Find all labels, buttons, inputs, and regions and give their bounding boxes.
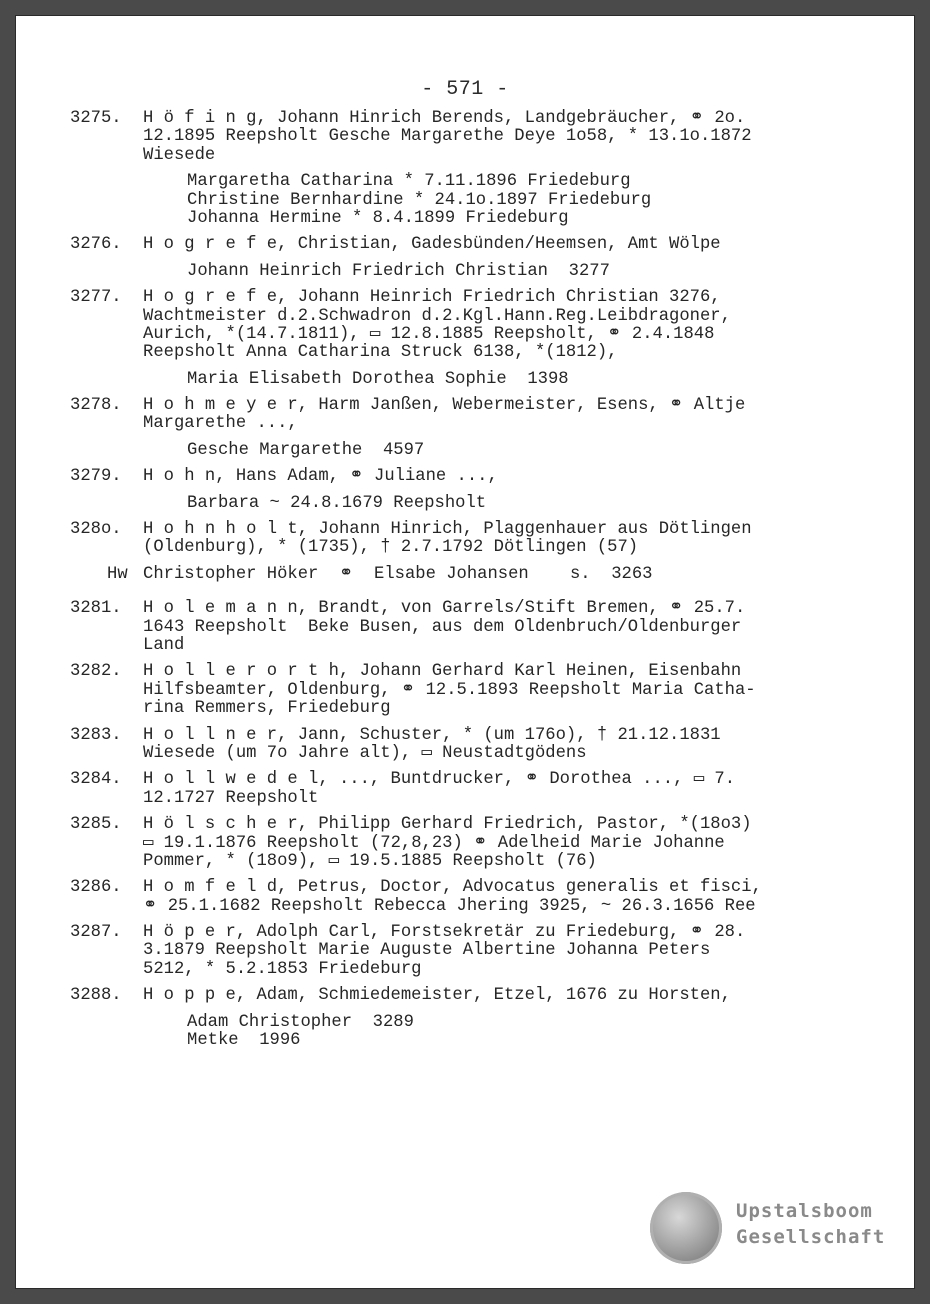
child-text: Maria Elisabeth Dorothea Sophie 1398 xyxy=(187,369,569,389)
hw-line xyxy=(16,566,914,584)
child-line xyxy=(16,1014,914,1032)
genealogy-entry xyxy=(16,879,914,916)
genealogy-entries xyxy=(16,110,914,1058)
entry-number: 3278. xyxy=(70,396,122,416)
entry-text: H o h n, Hans Adam, ⚭ Juliane ..., xyxy=(143,467,498,487)
entry-number: 3282. xyxy=(70,662,122,682)
entry-line xyxy=(16,835,914,853)
entry-text: ⚭ 25.1.1682 Reepsholt Rebecca Jhering 3925, ~ 26.3.1656 Ree xyxy=(143,896,756,916)
logo-line-2: Gesellschaft xyxy=(736,1226,886,1248)
entry-line xyxy=(16,344,914,362)
entry-line xyxy=(16,771,914,789)
child-line xyxy=(16,263,914,281)
entry-line xyxy=(16,128,914,146)
entry-line xyxy=(16,898,914,916)
entry-line xyxy=(16,397,914,415)
child-text: Johann Heinrich Friedrich Christian 3277 xyxy=(187,261,610,281)
entry-number: 3279. xyxy=(70,467,122,487)
entry-text: 1643 Reepsholt Beke Busen, aus dem Oldenbruch/Oldenburger xyxy=(143,617,742,637)
entry-line xyxy=(16,745,914,763)
entry-text: rina Remmers, Friedeburg xyxy=(143,699,391,719)
entry-number: 3276. xyxy=(70,235,122,255)
entry-line xyxy=(16,110,914,128)
child-text: Gesche Margarethe 4597 xyxy=(187,440,425,460)
genealogy-entry xyxy=(16,600,914,655)
entry-text: H ö l s c h e r, Philipp Gerhard Friedrich, Pastor, *(18o3) xyxy=(143,815,752,835)
child-line xyxy=(16,210,914,228)
entry-line xyxy=(16,663,914,681)
genealogy-entry xyxy=(16,468,914,513)
entry-text: Hilfsbeamter, Oldenburg, ⚭ 12.5.1893 Reepsholt Maria Catha- xyxy=(143,680,756,700)
hw-label: Hw xyxy=(107,564,128,584)
genealogy-entry xyxy=(16,816,914,871)
upstalsboom-logo xyxy=(650,1192,894,1264)
child-line xyxy=(16,173,914,191)
child-text: Christine Bernhardine * 24.1o.1897 Friedeburg xyxy=(187,190,652,210)
child-text: Barbara ~ 24.8.1679 Reepsholt xyxy=(187,493,487,513)
entry-line xyxy=(16,924,914,942)
entry-line xyxy=(16,700,914,718)
entry-text: H ö p e r, Adolph Carl, Forstsekretär zu Friedeburg, ⚭ 28. xyxy=(143,923,746,943)
entry-line xyxy=(16,853,914,871)
entry-line xyxy=(16,600,914,618)
child-text: Margaretha Catharina * 7.11.1896 Friedeburg xyxy=(187,172,631,192)
entry-line xyxy=(16,816,914,834)
entry-line xyxy=(16,521,914,539)
genealogy-entry xyxy=(16,663,914,718)
entry-text: 12.1895 Reepsholt Gesche Margarethe Deye 1o58, * 13.1o.1872 xyxy=(143,127,752,147)
child-line xyxy=(16,371,914,389)
child-line xyxy=(16,442,914,460)
children-list xyxy=(16,442,914,460)
document-page xyxy=(16,16,914,1288)
child-line xyxy=(16,1032,914,1050)
entry-line xyxy=(16,619,914,637)
entry-text: Wiesede xyxy=(143,145,216,165)
page-number: - 571 - xyxy=(421,78,509,101)
entry-line xyxy=(16,879,914,897)
children-list xyxy=(16,1014,914,1051)
entry-text: H o g r e f e, Christian, Gadesbünden/Heemsen, Amt Wölpe xyxy=(143,235,721,255)
hw-text: Christopher Höker ⚭ Elsabe Johansen s. 3263 xyxy=(143,564,653,584)
entry-number: 3281. xyxy=(70,599,122,619)
entry-line xyxy=(16,790,914,808)
logo-line-1: Upstalsboom xyxy=(736,1200,873,1222)
child-text: Adam Christopher 3289 xyxy=(187,1012,414,1032)
entry-text: H o h n h o l t, Johann Hinrich, Plaggenhauer aus Dötlingen xyxy=(143,520,752,540)
logo-text xyxy=(736,1198,885,1250)
entry-text: H o h m e y e r, Harm Janßen, Webermeister, Esens, ⚭ Altje xyxy=(143,396,746,416)
entry-line xyxy=(16,637,914,655)
genealogy-entry xyxy=(16,727,914,764)
entry-line xyxy=(16,468,914,486)
entry-text: H o m f e l d, Petrus, Doctor, Advocatus generalis et fisci, xyxy=(143,878,762,898)
entry-line xyxy=(16,682,914,700)
entry-line xyxy=(16,289,914,307)
entry-text: 12.1727 Reepsholt xyxy=(143,788,319,808)
entry-text: H ö f i n g, Johann Hinrich Berends, Landgebräucher, ⚭ 2o. xyxy=(143,109,746,128)
child-text: Metke 1996 xyxy=(187,1031,301,1051)
entry-number: 3277. xyxy=(70,288,122,308)
child-line xyxy=(16,495,914,513)
entry-number: 3285. xyxy=(70,815,122,835)
genealogy-entry xyxy=(16,987,914,1050)
entry-text: H o l l w e d e l, ..., Buntdrucker, ⚭ Dorothea ..., ▭ 7. xyxy=(143,770,736,790)
entry-text: Wiesede (um 7o Jahre alt), ▭ Neustadtgödens xyxy=(143,743,587,763)
entry-text: Reepsholt Anna Catharina Struck 6138, *(1812), xyxy=(143,343,618,363)
entry-number: 3275. xyxy=(70,109,122,128)
entry-text: (Oldenburg), * (1735), † 2.7.1792 Dötlingen (57) xyxy=(143,538,639,558)
entry-line xyxy=(16,415,914,433)
entry-text: Land xyxy=(143,635,185,655)
genealogy-entry xyxy=(16,110,914,228)
entry-line xyxy=(16,961,914,979)
entry-line xyxy=(16,308,914,326)
entry-text: H o l e m a n n, Brandt, von Garrels/Stift Bremen, ⚭ 25.7. xyxy=(143,599,746,619)
entry-line xyxy=(16,326,914,344)
genealogy-entry xyxy=(16,771,914,808)
entry-line xyxy=(16,727,914,745)
seal-icon xyxy=(650,1192,722,1264)
children-list xyxy=(16,495,914,513)
entry-line xyxy=(16,147,914,165)
entry-number: 328o. xyxy=(70,520,122,540)
entry-text: 5212, * 5.2.1853 Friedeburg xyxy=(143,959,422,979)
child-text: Johanna Hermine * 8.4.1899 Friedeburg xyxy=(187,208,569,228)
genealogy-entry xyxy=(16,236,914,281)
children-list xyxy=(16,371,914,389)
children-list xyxy=(16,263,914,281)
entry-text: H o l l e r o r t h, Johann Gerhard Karl Heinen, Eisenbahn xyxy=(143,662,742,682)
entry-text: Wachtmeister d.2.Schwadron d.2.Kgl.Hann.Reg.Leibdragoner, xyxy=(143,306,731,326)
child-line xyxy=(16,192,914,210)
entry-text: Margarethe ..., xyxy=(143,414,298,434)
entry-line xyxy=(16,987,914,1005)
entry-line xyxy=(16,539,914,557)
children-list xyxy=(16,173,914,228)
entry-text: ▭ 19.1.1876 Reepsholt (72,8,23) ⚭ Adelheid Marie Johanne xyxy=(143,833,725,853)
genealogy-entry xyxy=(16,521,914,558)
entry-number: 3287. xyxy=(70,923,122,943)
entry-number: 3288. xyxy=(70,986,122,1006)
entry-number: 3286. xyxy=(70,878,122,898)
entry-text: H o g r e f e, Johann Heinrich Friedrich Christian 3276, xyxy=(143,288,721,308)
entry-line xyxy=(16,236,914,254)
entry-text: Pommer, * (18o9), ▭ 19.5.1885 Reepsholt (76) xyxy=(143,851,597,871)
genealogy-entry xyxy=(16,397,914,460)
entry-text: Aurich, *(14.7.1811), ▭ 12.8.1885 Reepsholt, ⚭ 2.4.1848 xyxy=(143,324,715,344)
entry-number: 3284. xyxy=(70,770,122,790)
entry-text: H o l l n e r, Jann, Schuster, * (um 176o), † 21.12.1831 xyxy=(143,725,721,745)
entry-line xyxy=(16,942,914,960)
entry-text: 3.1879 Reepsholt Marie Auguste Albertine Johanna Peters xyxy=(143,941,711,961)
genealogy-entry xyxy=(16,289,914,389)
entry-text: H o p p e, Adam, Schmiedemeister, Etzel, 1676 zu Horsten, xyxy=(143,986,731,1006)
genealogy-entry xyxy=(16,924,914,979)
entry-number: 3283. xyxy=(70,725,122,745)
